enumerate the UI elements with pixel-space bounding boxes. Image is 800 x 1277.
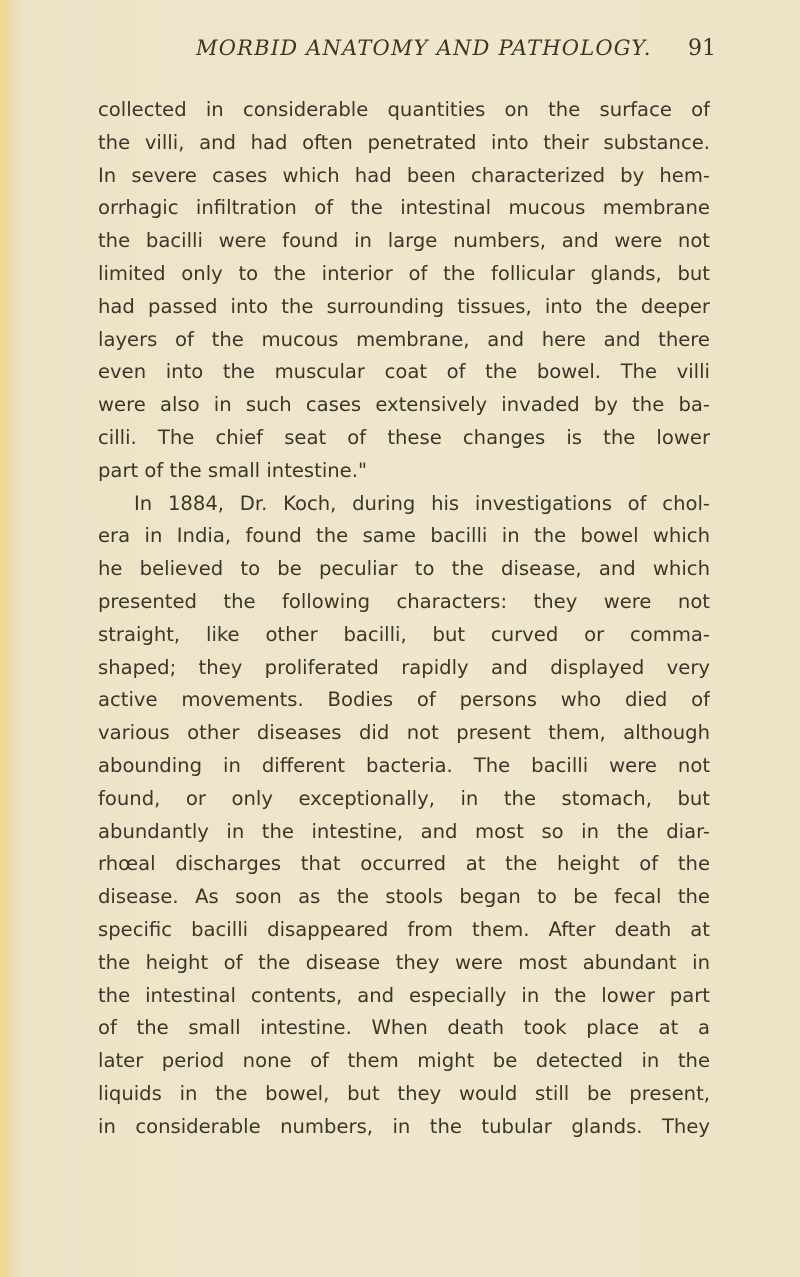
text-line: layers of the mucous membrane, and here and there	[98, 327, 710, 351]
text-line: abundantly in the intestine, and most so in the diar-	[98, 819, 710, 843]
page-header	[196, 36, 716, 70]
text-line: presented the following characters: they were not	[98, 589, 710, 613]
text-line: liquids in the bowel, but they would still be present,	[98, 1081, 710, 1105]
text-line: were also in such cases extensively invaded by the ba-	[98, 393, 710, 417]
page-number: 91	[688, 36, 716, 61]
text-line: In severe cases which had been characterized by hem-	[98, 163, 710, 187]
text-line: active movements. Bodies of persons who died of	[98, 688, 710, 712]
text-line: era in India, found the same bacilli in the bowel which	[98, 524, 710, 548]
text-line: he believed to be peculiar to the disease, and which	[98, 557, 710, 581]
text-line: the height of the disease they were most abundant in	[98, 950, 710, 974]
text-line: disease. As soon as the stools began to be fecal the	[98, 885, 710, 909]
text-line: collected in considerable quantities on the surface of	[98, 98, 710, 121]
body-text	[98, 94, 710, 1144]
text-line: part of the small intestine."	[98, 458, 367, 482]
text-line: various other diseases did not present them, although	[98, 721, 710, 745]
text-line: cilli. The chief seat of these changes is the lower	[98, 425, 710, 449]
text-line: straight, like other bacilli, but curved or comma-	[98, 622, 710, 646]
running-head: MORBID ANATOMY AND PATHOLOGY.	[196, 36, 652, 60]
text-line: found, or only exceptionally, in the stomach, but	[98, 786, 710, 810]
text-line: orrhagic infiltration of the intestinal mucous membrane	[98, 196, 710, 220]
text-line: the bacilli were found in large numbers, and were not	[98, 229, 710, 253]
text-line: limited only to the interior of the follicular glands, but	[98, 261, 710, 285]
text-line: specific bacilli disappeared from them. After death at	[98, 917, 710, 941]
text-line: of the small intestine. When death took place at a	[98, 1016, 710, 1040]
text-line: the villi, and had often penetrated into their substance.	[98, 130, 710, 154]
text-line: the intestinal contents, and especially in the lower part	[98, 983, 710, 1007]
text-line: In 1884, Dr. Koch, during his investigations of chol-	[134, 491, 710, 515]
text-line: had passed into the surrounding tissues, into the deeper	[98, 294, 710, 318]
text-line: rhœal discharges that occurred at the height of the	[98, 852, 710, 876]
text-line: in considerable numbers, in the tubular glands. They	[98, 1114, 710, 1138]
text-line: even into the muscular coat of the bowel. The villi	[98, 360, 710, 384]
text-line: abounding in different bacteria. The bacilli were not	[98, 753, 710, 777]
text-line: shaped; they proliferated rapidly and displayed very	[98, 655, 710, 679]
text-line: later period none of them might be detected in the	[98, 1049, 710, 1073]
